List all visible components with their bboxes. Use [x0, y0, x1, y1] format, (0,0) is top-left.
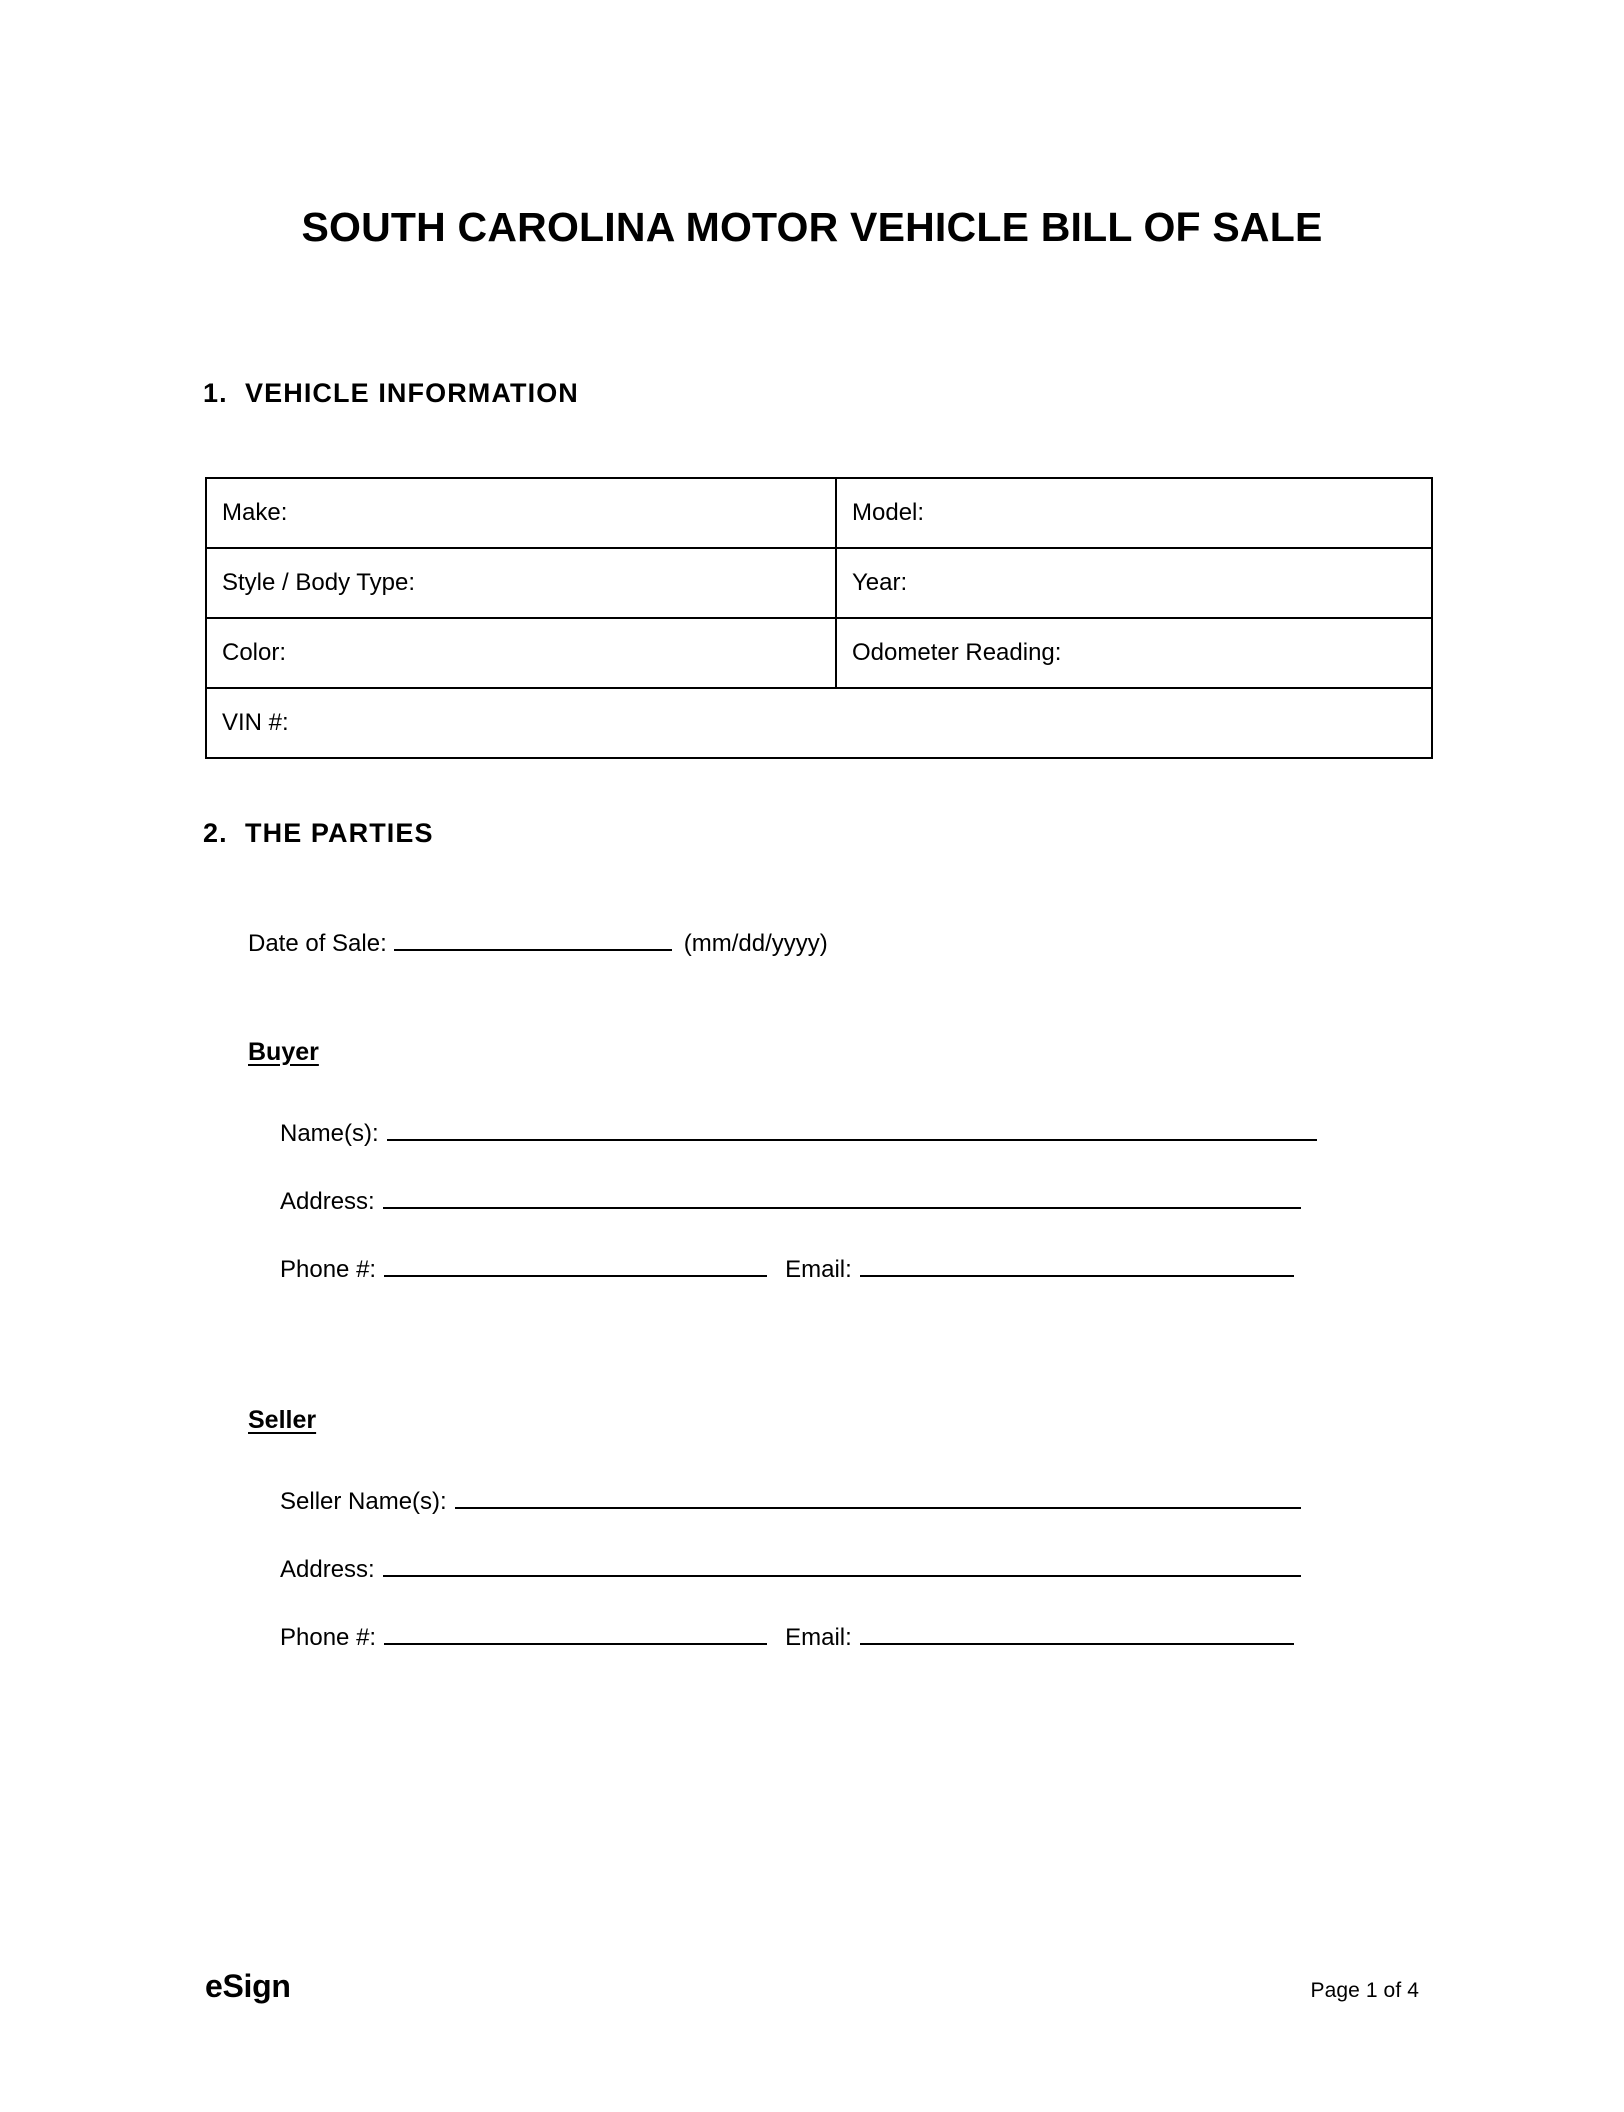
table-row: [206, 478, 1432, 548]
buyer-address-input[interactable]: [383, 1185, 1301, 1209]
buyer-email-label: Email:: [785, 1256, 852, 1283]
table-row: [206, 548, 1432, 618]
page-title: SOUTH CAROLINA MOTOR VEHICLE BILL OF SALE: [301, 204, 1323, 251]
section-label: VEHICLE INFORMATION: [245, 378, 579, 408]
buyer-email-input[interactable]: [860, 1253, 1294, 1277]
page-footer: [205, 1968, 1419, 2005]
buyer-address-label: Address:: [280, 1188, 375, 1215]
seller-address-label: Address:: [280, 1556, 375, 1583]
date-of-sale-input[interactable]: [394, 927, 672, 951]
table-row: [206, 618, 1432, 688]
section-heading-the-parties: [203, 818, 434, 849]
buyer-name-input[interactable]: [387, 1117, 1317, 1141]
table-row: [206, 688, 1432, 758]
cell-year[interactable]: Year:: [836, 548, 1432, 618]
date-of-sale-label: Date of Sale:: [248, 930, 387, 957]
seller-address-row: [280, 1553, 1301, 1584]
cell-make[interactable]: Make:: [206, 478, 836, 548]
date-of-sale-row: [248, 927, 828, 958]
seller-email-label: Email:: [785, 1624, 852, 1651]
buyer-phone-input[interactable]: [384, 1253, 767, 1277]
seller-phone-input[interactable]: [384, 1621, 767, 1645]
page-number: Page 1 of 4: [1310, 1979, 1419, 2002]
esign-logo: eSign: [205, 1968, 291, 2004]
seller-contact-row: [280, 1621, 1294, 1652]
seller-name-input[interactable]: [455, 1485, 1301, 1509]
buyer-heading: Buyer: [248, 1038, 319, 1066]
seller-address-input[interactable]: [383, 1553, 1301, 1577]
seller-name-label: Seller Name(s):: [280, 1488, 447, 1515]
buyer-address-row: [280, 1185, 1301, 1216]
cell-model[interactable]: Model:: [836, 478, 1432, 548]
seller-name-row: [280, 1485, 1301, 1516]
cell-style-body-type[interactable]: Style / Body Type:: [206, 548, 836, 618]
buyer-contact-row: [280, 1253, 1294, 1284]
buyer-name-label: Name(s):: [280, 1120, 379, 1147]
buyer-phone-label: Phone #:: [280, 1256, 377, 1283]
seller-email-input[interactable]: [860, 1621, 1294, 1645]
buyer-name-row: [280, 1117, 1317, 1148]
vehicle-information-table: [205, 477, 1433, 759]
seller-heading: Seller: [248, 1406, 317, 1434]
cell-color[interactable]: Color:: [206, 618, 836, 688]
date-format-hint: (mm/dd/yyyy): [683, 930, 828, 957]
seller-phone-label: Phone #:: [280, 1624, 377, 1651]
cell-vin[interactable]: VIN #:: [206, 688, 1432, 758]
section-label: THE PARTIES: [245, 818, 434, 848]
section-number: 2.: [203, 818, 228, 848]
cell-odometer-reading[interactable]: Odometer Reading:: [836, 618, 1432, 688]
section-heading-vehicle-information: [203, 378, 579, 409]
section-number: 1.: [203, 378, 228, 408]
